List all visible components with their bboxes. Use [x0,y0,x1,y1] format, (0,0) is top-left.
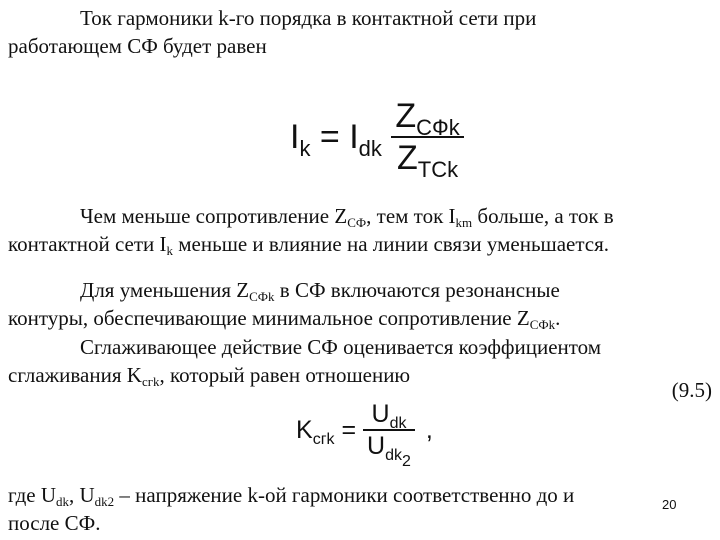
paragraph-3-line-2: контуры, обеспечивающие минимальное сопротивление $Z_{СФk}$. [8,306,561,332]
formula-smoothing-coefficient [296,399,433,470]
paragraph-4-line-2: сглаживания $K_{сгk}$, который равен отношению [8,363,411,389]
formula-2-numerator: $U_{dk}$ [371,400,407,432]
paragraph-4-line-1: Сглаживающее действие СФ оценивается коэффициентом [80,335,602,359]
paragraph-5-line-2: после СФ. [8,511,101,535]
formula-harmonic-current [290,96,464,182]
paragraph-1-line-1: Ток гармоники k-го порядка в контактной сети при [80,6,537,30]
formula-2-lhs: $K_{сгk}$ = [296,416,357,448]
paragraph-5-line-1: где $U_{dk}$, $U_{dk2}$ – напряжение k-ой гармоники соответственно до и [8,483,575,509]
equation-number: (9.5) [671,378,712,402]
page-number: 20 [662,497,677,512]
paragraph-1-line-2: работающем СФ будет равен [8,34,267,58]
formula-1-numerator: $Z_{СФk}$ [395,97,460,140]
formula-1-denominator: $Z_{ТСk}$ [391,136,463,178]
paragraph-3-line-1: Для уменьшения $Z_{СФk}$ в СФ включаются резонансные [80,278,560,304]
formula-2-denominator: $U_{dk2}$ [363,429,415,462]
formula-1-fraction [391,96,463,182]
paragraph-2-line-2: контактной сети $I_k$ меньше и влияние на линии связи уменьшается. [8,232,610,258]
paragraph-2-line-1: Чем меньше сопротивление $Z_{СФ}$, тем ток $I_{km}$ больше, а ток в [80,204,614,230]
formula-2-comma: , [425,416,433,444]
formula-2-fraction [363,399,415,470]
formula-1-lhs: $I_k = I_{dk}$ [290,117,382,161]
